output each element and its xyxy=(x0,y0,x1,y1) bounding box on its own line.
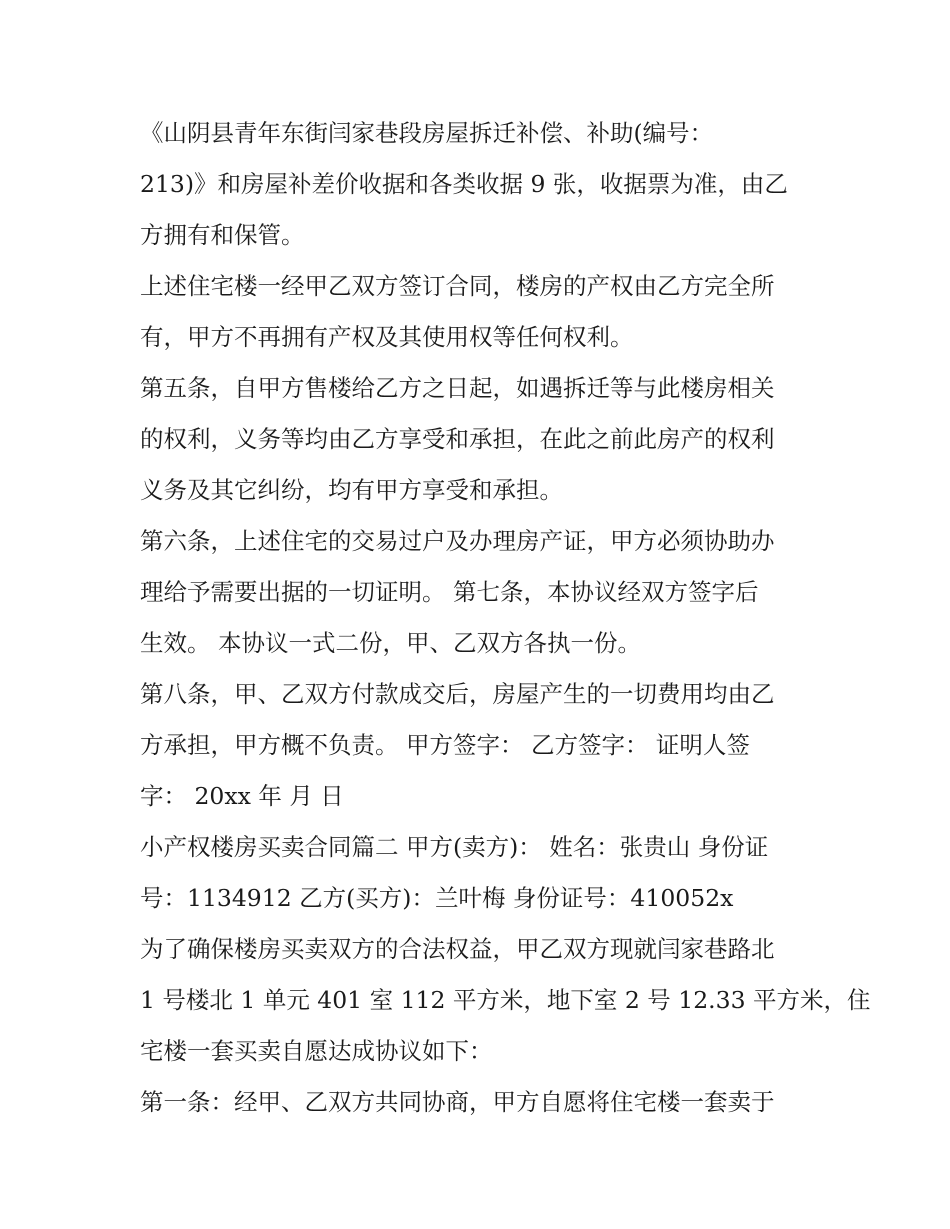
text-line: 生效。 本协议一式二份，甲、乙双方各执一份。 xyxy=(140,629,641,657)
text-line: 《山阴县青年东街闫家巷段房屋拆迁补偿、补助(编号： xyxy=(140,119,714,147)
text-line: 第五条，自甲方售楼给乙方之日起，如遇拆迁等与此楼房相关 xyxy=(140,374,775,402)
text-line: 为了确保楼房买卖双方的合法权益，甲乙双方现就闫家巷路北 xyxy=(140,935,775,963)
text-line: 方拥有和保管。 xyxy=(140,221,305,249)
text-line: 号：1134912 乙方(买方)：兰叶梅 身份证号：410052x xyxy=(140,884,734,912)
text-line: 小产权楼房买卖合同篇二 甲方(卖方)： 姓名：张贵山 身份证 xyxy=(140,833,769,861)
text-line: 义务及其它纠纷，均有甲方享受和承担。 xyxy=(140,476,563,504)
text-line: 213)》和房屋补差价收据和各类收据 9 张，收据票为准，由乙 xyxy=(140,170,788,198)
text-line: 第一条：经甲、乙双方共同协商，甲方自愿将住宅楼一套卖于 xyxy=(140,1088,775,1116)
contract-text-body xyxy=(140,108,871,1128)
text-line: 理给予需要出据的一切证明。 第七条，本协议经双方签字后 xyxy=(140,578,759,606)
text-line: 有，甲方不再拥有产权及其使用权等任何权利。 xyxy=(140,323,634,351)
text-line: 字： 20xx 年 月 日 xyxy=(140,782,344,810)
text-line: 1 号楼北 1 单元 401 室 112 平方米，地下室 2 号 12.33 平方米，住 xyxy=(140,986,871,1014)
text-line: 方承担，甲方概不负责。 甲方签字： 乙方签字： 证明人签 xyxy=(140,731,750,759)
text-line: 第六条，上述住宅的交易过户及办理房产证，甲方必须协助办 xyxy=(140,527,775,555)
text-line: 上述住宅楼一经甲乙双方签订合同，楼房的产权由乙方完全所 xyxy=(140,272,775,300)
text-line: 的权利，义务等均由乙方享受和承担，在此之前此房产的权利 xyxy=(140,425,775,453)
text-line: 宅楼一套买卖自愿达成协议如下： xyxy=(140,1037,493,1065)
text-line: 第八条，甲、乙双方付款成交后，房屋产生的一切费用均由乙 xyxy=(140,680,775,708)
